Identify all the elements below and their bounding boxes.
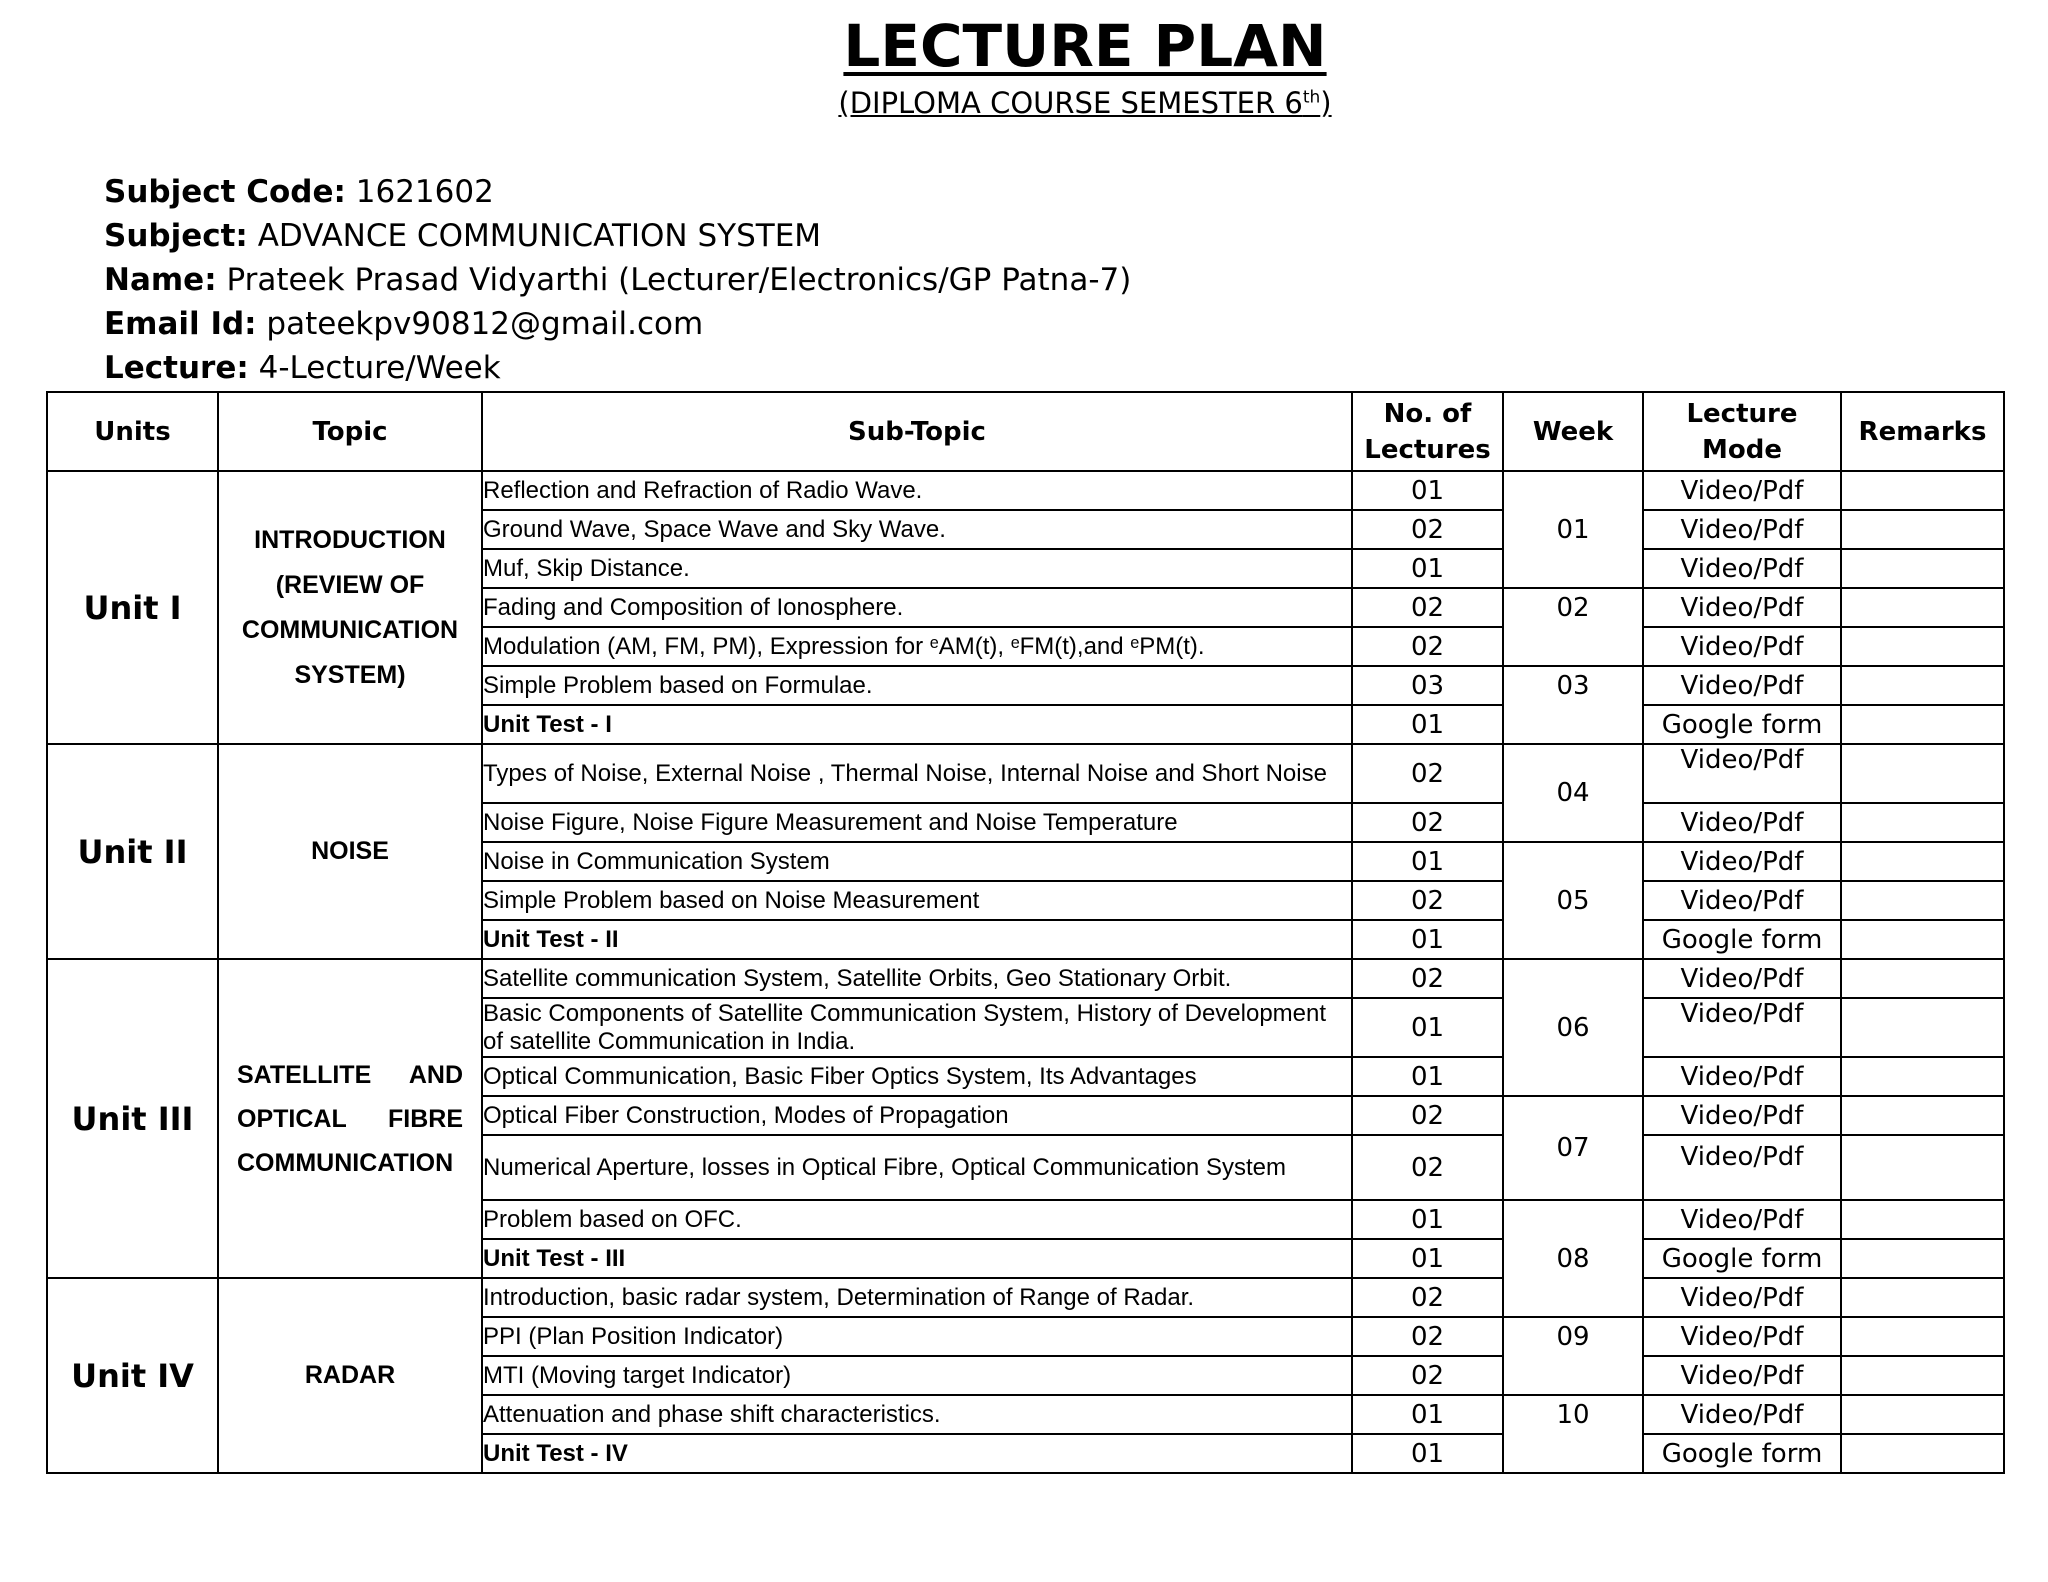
subtitle-close: ): [1320, 86, 1332, 120]
remarks-cell: [1841, 959, 2004, 998]
header-subtopic: Sub-Topic: [482, 392, 1352, 471]
subtopic-cell: Optical Communication, Basic Fiber Optics System, Its Advantages: [482, 1057, 1352, 1096]
header-units: Units: [47, 392, 218, 471]
mode-cell: Video/Pdf: [1643, 998, 1841, 1057]
mode-cell: Video/Pdf: [1643, 1200, 1841, 1239]
mode-cell: Video/Pdf: [1643, 881, 1841, 920]
table-row: [47, 959, 2004, 998]
mode-cell: Video/Pdf: [1643, 666, 1841, 705]
unit-name: Unit III: [47, 959, 218, 1278]
subtopic-cell: Attenuation and phase shift characteristics.: [482, 1395, 1352, 1434]
remarks-cell: [1841, 510, 2004, 549]
remarks-cell: [1841, 998, 2004, 1057]
subject-label: Subject:: [104, 218, 248, 254]
lectures-cell: 01: [1352, 705, 1503, 744]
lectures-cell: 02: [1352, 744, 1503, 803]
table-header-row: [47, 392, 2004, 471]
unit-topic: INTRODUCTION (REVIEW OF COMMUNICATION SYSTEM): [218, 471, 482, 744]
remarks-cell: [1841, 1135, 2004, 1200]
lectures-cell: 01: [1352, 1434, 1503, 1473]
subtopic-cell: Satellite communication System, Satellite Orbits, Geo Stationary Orbit.: [482, 959, 1352, 998]
subtopic-cell: PPI (Plan Position Indicator): [482, 1317, 1352, 1356]
mode-cell: Video/Pdf: [1643, 510, 1841, 549]
remarks-cell: [1841, 1434, 2004, 1473]
subject-value: ADVANCE COMMUNICATION SYSTEM: [247, 218, 822, 254]
remarks-cell: [1841, 705, 2004, 744]
mode-cell[interactable]: Google form: [1643, 705, 1841, 744]
mode-cell: Video/Pdf: [1643, 627, 1841, 666]
name-value: Prateek Prasad Vidyarthi (Lecturer/Electronics/GP Patna-7): [216, 262, 1132, 298]
remarks-cell: [1841, 627, 2004, 666]
mode-cell[interactable]: Google form: [1643, 1434, 1841, 1473]
table-row: [47, 471, 2004, 510]
lectures-cell: 02: [1352, 1356, 1503, 1395]
lectures-cell: 02: [1352, 588, 1503, 627]
week-cell: 01: [1503, 471, 1643, 588]
lectures-cell: 01: [1352, 842, 1503, 881]
mode-cell: Video/Pdf: [1643, 842, 1841, 881]
lectures-cell: 01: [1352, 1057, 1503, 1096]
subtopic-cell: Noise in Communication System: [482, 842, 1352, 881]
name-label: Name:: [104, 262, 217, 298]
subtopic-cell: Noise Figure, Noise Figure Measurement and Noise Temperature: [482, 803, 1352, 842]
subtopic-cell: Muf, Skip Distance.: [482, 549, 1352, 588]
lectures-cell: 01: [1352, 549, 1503, 588]
unit-name: Unit IV: [47, 1278, 218, 1473]
lectures-cell: 01: [1352, 998, 1503, 1057]
subtopic-cell: Simple Problem based on Noise Measurement: [482, 881, 1352, 920]
remarks-cell: [1841, 1057, 2004, 1096]
subtitle-superscript: th: [1302, 87, 1321, 108]
unit-name: Unit I: [47, 471, 218, 744]
lectures-cell: 03: [1352, 666, 1503, 705]
lecture-value: 4-Lecture/Week: [248, 350, 501, 386]
subtopic-cell: Unit Test - II: [482, 920, 1352, 959]
subtopic-cell: Unit Test - IV: [482, 1434, 1352, 1473]
mode-cell: Video/Pdf: [1643, 549, 1841, 588]
lectures-cell: 02: [1352, 510, 1503, 549]
mode-cell: Video/Pdf: [1643, 744, 1841, 803]
remarks-cell: [1841, 471, 2004, 510]
subtitle-text: (DIPLOMA COURSE SEMESTER 6: [838, 86, 1303, 120]
subtopic-cell: Fading and Composition of Ionosphere.: [482, 588, 1352, 627]
lecture-plan-table: [46, 391, 2005, 1474]
mode-cell: Video/Pdf: [1643, 588, 1841, 627]
subtopic-cell: Simple Problem based on Formulae.: [482, 666, 1352, 705]
remarks-cell: [1841, 1317, 2004, 1356]
unit-name: Unit II: [47, 744, 218, 959]
table-row: [47, 1278, 2004, 1317]
subtopic-cell: Reflection and Refraction of Radio Wave.: [482, 471, 1352, 510]
remarks-cell: [1841, 920, 2004, 959]
email-label: Email Id:: [104, 306, 257, 342]
header-lectures: No. of Lectures: [1352, 392, 1503, 471]
course-info: [104, 170, 1131, 390]
subject-code-line: [104, 170, 1131, 214]
week-cell: 10: [1503, 1395, 1643, 1473]
lectures-cell: 01: [1352, 471, 1503, 510]
remarks-cell: [1841, 842, 2004, 881]
mode-cell: Video/Pdf: [1643, 1278, 1841, 1317]
header-week: Week: [1503, 392, 1643, 471]
subtopic-cell: Types of Noise, External Noise , Thermal Noise, Internal Noise and Short Noise: [482, 744, 1352, 803]
subject-code-label: Subject Code:: [104, 174, 346, 210]
page-subtitle: [0, 86, 2048, 120]
remarks-cell: [1841, 1278, 2004, 1317]
lectures-cell: 02: [1352, 959, 1503, 998]
lectures-cell: 02: [1352, 1317, 1503, 1356]
unit-topic: RADAR: [218, 1278, 482, 1473]
remarks-cell: [1841, 1096, 2004, 1135]
remarks-cell: [1841, 1395, 2004, 1434]
lectures-cell: 01: [1352, 1200, 1503, 1239]
subtopic-cell: Ground Wave, Space Wave and Sky Wave.: [482, 510, 1352, 549]
mode-cell[interactable]: Google form: [1643, 1239, 1841, 1278]
unit-topic: NOISE: [218, 744, 482, 959]
subtopic-cell: Problem based on OFC.: [482, 1200, 1352, 1239]
week-cell: 09: [1503, 1317, 1643, 1395]
header-topic: Topic: [218, 392, 482, 471]
lectures-cell: 02: [1352, 1135, 1503, 1200]
remarks-cell: [1841, 744, 2004, 803]
lectures-cell: 02: [1352, 1278, 1503, 1317]
lectures-cell: 02: [1352, 1096, 1503, 1135]
lectures-cell: 01: [1352, 1239, 1503, 1278]
lectures-cell: 02: [1352, 881, 1503, 920]
page-title: LECTURE PLAN: [843, 12, 1327, 80]
week-cell: 02: [1503, 588, 1643, 666]
remarks-cell: [1841, 1239, 2004, 1278]
subtopic-cell: Numerical Aperture, losses in Optical Fibre, Optical Communication System: [482, 1135, 1352, 1200]
lectures-cell: 01: [1352, 1395, 1503, 1434]
subtopic-cell: Unit Test - I: [482, 705, 1352, 744]
remarks-cell: [1841, 1356, 2004, 1395]
lectures-cell: 02: [1352, 803, 1503, 842]
mode-cell: Video/Pdf: [1643, 1057, 1841, 1096]
unit-topic: SATELLITE AND OPTICAL FIBRE COMMUNICATION: [218, 959, 482, 1278]
email-value[interactable]: pateekpv90812@gmail.com: [256, 306, 704, 342]
subtopic-cell: Optical Fiber Construction, Modes of Propagation: [482, 1096, 1352, 1135]
mode-cell: Video/Pdf: [1643, 1356, 1841, 1395]
week-cell: 04: [1503, 744, 1643, 842]
subject-line: [104, 214, 1131, 258]
subject-code-value: 1621602: [345, 174, 494, 210]
week-cell: 05: [1503, 842, 1643, 959]
mode-cell: Video/Pdf: [1643, 959, 1841, 998]
week-cell: 08: [1503, 1200, 1643, 1317]
subtopic-cell: MTI (Moving target Indicator): [482, 1356, 1352, 1395]
remarks-cell: [1841, 588, 2004, 627]
subtopic-cell: Modulation (AM, FM, PM), Expression for ᵉAM(t), ᵉFM(t),and ᵉPM(t).: [482, 627, 1352, 666]
lecture-line: [104, 346, 1131, 390]
mode-cell: Video/Pdf: [1643, 1096, 1841, 1135]
subtopic-cell: Introduction, basic radar system, Determination of Range of Radar.: [482, 1278, 1352, 1317]
email-line: [104, 302, 1131, 346]
mode-cell: Video/Pdf: [1643, 471, 1841, 510]
mode-cell: Video/Pdf: [1643, 1135, 1841, 1200]
subtopic-cell: Basic Components of Satellite Communication System, History of Development of satellite Communication in India.: [482, 998, 1352, 1057]
remarks-cell: [1841, 666, 2004, 705]
lecture-label: Lecture:: [104, 350, 249, 386]
week-cell: 07: [1503, 1096, 1643, 1200]
table-row: [47, 744, 2004, 803]
remarks-cell: [1841, 549, 2004, 588]
mode-cell: Video/Pdf: [1643, 803, 1841, 842]
week-cell: 06: [1503, 959, 1643, 1096]
lectures-cell: 02: [1352, 627, 1503, 666]
subtopic-cell: Unit Test - III: [482, 1239, 1352, 1278]
header-mode: Lecture Mode: [1643, 392, 1841, 471]
lectures-cell: 01: [1352, 920, 1503, 959]
name-line: [104, 258, 1131, 302]
remarks-cell: [1841, 881, 2004, 920]
header-remarks: Remarks: [1841, 392, 2004, 471]
mode-cell: Video/Pdf: [1643, 1317, 1841, 1356]
remarks-cell: [1841, 1200, 2004, 1239]
mode-cell[interactable]: Google form: [1643, 920, 1841, 959]
week-cell: 03: [1503, 666, 1643, 744]
remarks-cell: [1841, 803, 2004, 842]
mode-cell: Video/Pdf: [1643, 1395, 1841, 1434]
